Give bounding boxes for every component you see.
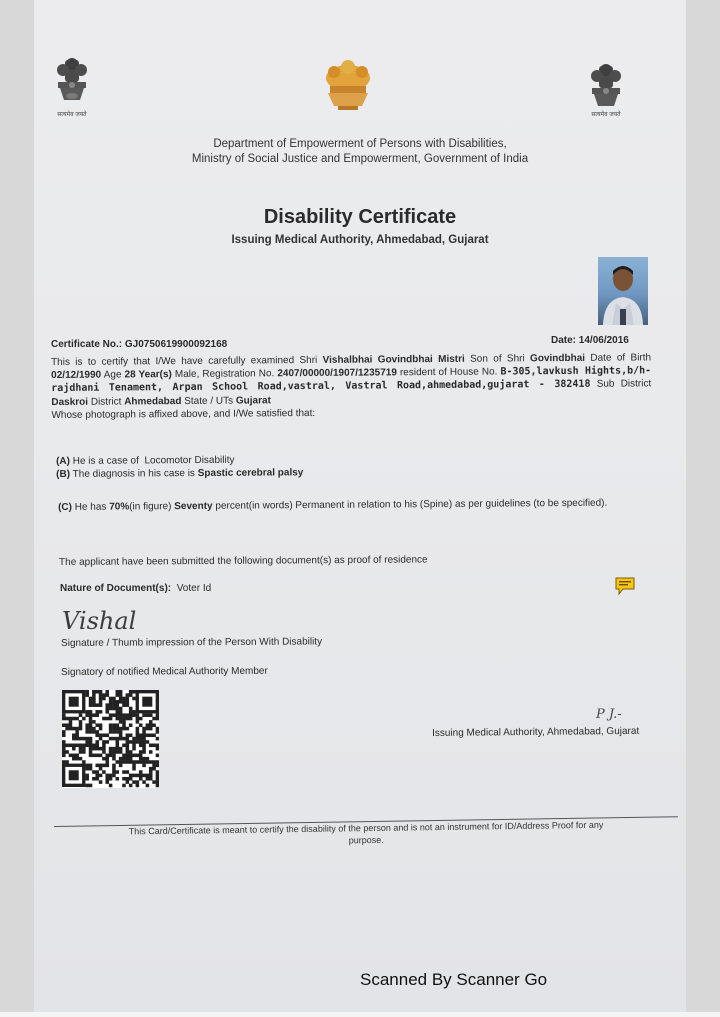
finding-b [56,466,303,481]
date-of-birth: 02/12/1990 [51,369,102,382]
signatory-caption: Signatory of notified Medical Authority Member [61,665,268,678]
applicant-photo [598,257,648,325]
finding-b-value: Spastic cerebral palsy [197,467,304,480]
finding-a-label: (A) [56,455,70,467]
footer-line-1: This Card/Certificate is meant to certify the disability of the person and is not an instrument for ID/Address Proof for any [128,819,604,837]
qr-code [62,690,159,788]
address-value: B-305,lavkush Hights,b/h-rajdhani Tenament, Arpan School Road,vastral, Vastral Road,ahmedabad,gujarat - 382418 [51,365,652,395]
emblem-left-caption: सत्यमेव जयते [57,112,87,118]
residence-proof-text: The applicant have been submitted the following document(s) as proof of residence [59,554,428,568]
body-text-4: Age [103,369,122,381]
state-emblem-icon [316,58,380,114]
finding-c-text-2: (in figure) [129,501,172,513]
nature-value: Voter Id [176,583,212,594]
body-text-1: This is to certify that I/We have carefully examined Shri [51,354,318,368]
certificate-number [51,339,227,350]
signature-scribble: Vishal [62,607,137,635]
initials-scribble: P J.- [596,707,622,722]
page-subtitle: Issuing Medical Authority, Ahmedabad, Gujarat [231,234,489,246]
body-text-2: Son of Shri [470,353,525,365]
scanner-watermark: Scanned By Scanner Go [360,970,548,989]
authority-initials [594,700,664,729]
body-text-5: Male, Registration No. [174,368,275,381]
finding-b-label: (B) [56,468,71,480]
ministry-line: Ministry of Social Justice and Empowerment, Government of India [191,153,529,165]
body-text-3: Date of Birth [590,352,652,364]
disability-percentage: 70% [109,501,130,513]
nature-label: Nature of Document(s): [60,583,172,594]
signature-caption: Signature / Thumb impression of the Person With Disability [61,636,323,649]
emblem-right-caption: सत्यमेव जयते [591,112,621,118]
issuing-authority: Issuing Medical Authority, Ahmedabad, Gujarat [432,725,640,739]
applicant-name: Vishalbhai Govindbhai Mistri [322,353,465,366]
footer-disclaimer [86,818,646,850]
finding-c-text-4: as per guidelines (to be specified). [454,497,608,510]
body-text-7: Sub District [596,378,652,391]
national-emblem-right-icon [586,62,626,118]
body-text-8: District [90,396,122,408]
finding-a-text: He is a case of [72,455,139,467]
certification-paragraph [51,351,652,422]
date-label: Date: [551,335,577,346]
subdistrict-value: Daskroi [51,396,89,408]
page-bottom-edge [0,1012,720,1017]
disability-words: Seventy [174,500,213,513]
department-heading [34,137,686,167]
finding-c [58,496,648,514]
document-nature [60,583,211,594]
finding-c-text-1: He has [74,501,107,513]
state-value: Gujarat [235,394,271,407]
footer-line-2: purpose. [348,834,384,846]
findings-ab [56,453,303,481]
date-value: 14/06/2016 [578,335,629,346]
cert-no-value: GJ0750619900092168 [124,339,228,350]
certificate-page [34,0,686,1012]
registration-number: 2407/00000/1907/1235719 [277,367,397,380]
body-text-10: Whose photograph is affixed above, and I/We satisfied that: [51,407,316,421]
finding-c-label: (C) [58,501,72,513]
age-value: 28 Year(s) [124,369,172,381]
certificate-date [551,335,629,346]
body-text-6: resident of House No. [399,366,498,379]
national-emblem-left-icon [52,56,92,118]
cert-no-label: Certificate No.: [51,339,123,350]
father-name: Govindbhai [529,352,586,365]
department-line: Department of Empowerment of Persons with Disabilities, [213,138,507,150]
district-value: Ahmedabad [124,395,182,408]
finding-c-text-3: percent(in words) Permanent in relation to his [215,499,418,512]
page-title: Disability Certificate [263,206,457,228]
body-text-9: State / UTs [184,395,234,407]
finding-a-value: Locomotor Disability [144,454,235,467]
finding-b-text: The diagnosis in his case is [72,468,195,480]
comment-note-icon[interactable] [614,576,636,601]
body-part: (Spine) [419,498,453,511]
